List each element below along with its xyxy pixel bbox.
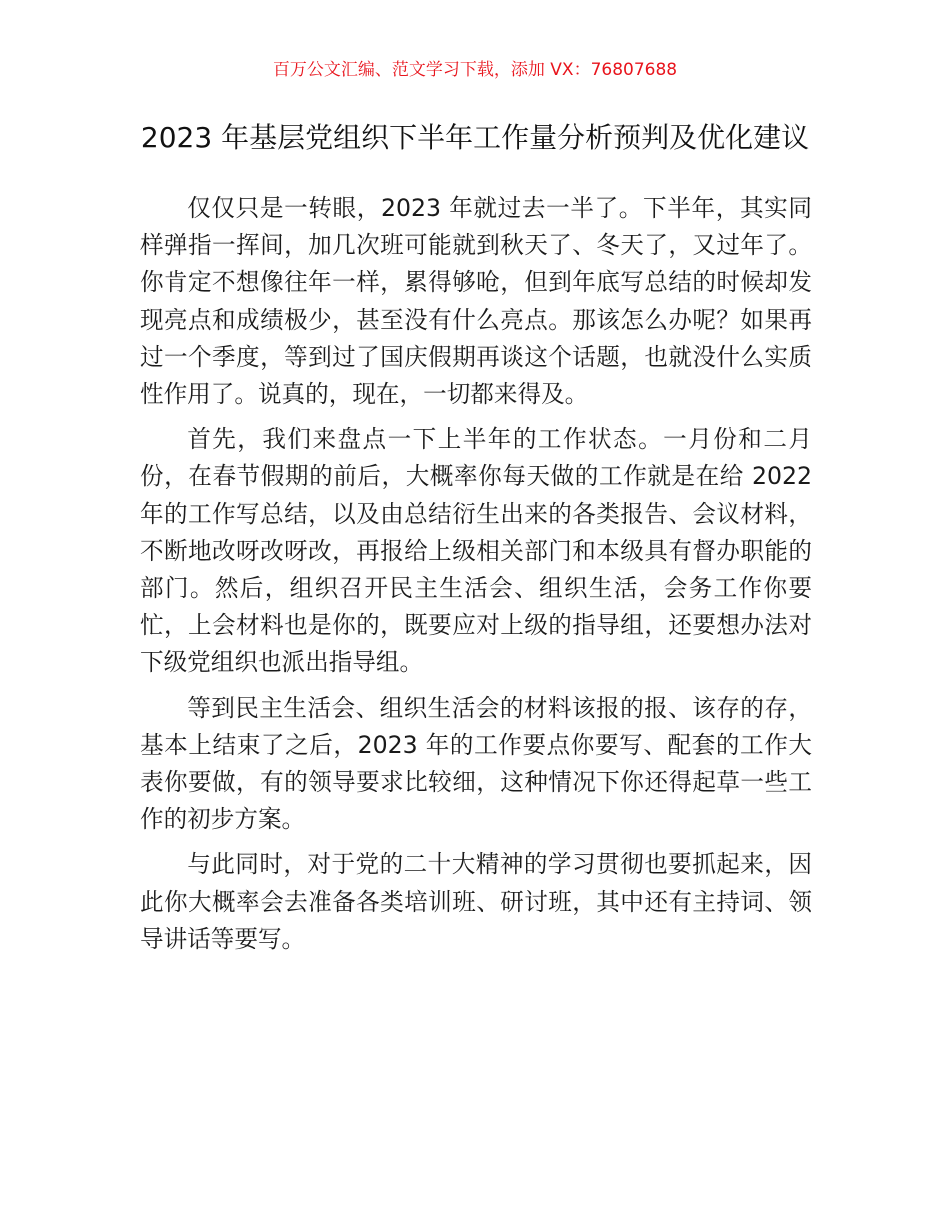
paragraph-intro: 仅仅只是一转眼，2023 年就过去一半了。下半年，其实同样弹指一挥间，加几次班可能就到秋天了、冬天了，又过年了。你肯定不想像往年一样，累得够呛，但到年底写总结的时候却发现亮点和成绩极少，甚至没有什么亮点。那该怎么办呢？如果再过一个季度，等到过了国庆假期再谈这个话题，也就没什么实质性作用了。说真的，现在，一切都来得及。	[140, 194, 812, 409]
paragraph-work-points: 等到民主生活会、组织生活会的材料该报的报、该存的存，基本上结束了之后，2023 年的工作要点你要写、配套的工作大表你要做，有的领导要求比较细，这种情况下你还得起草一些工作的初步方案。	[140, 693, 812, 834]
paragraph-study-training: 与此同时，对于党的二十大精神的学习贯彻也要抓起来，因此你大概率会去准备各类培训班、研讨班，其中还有主持词、领导讲话等要写。	[140, 850, 812, 953]
document-title: 2023 年基层党组织下半年工作量分析预判及优化建议	[140, 121, 810, 154]
watermark-header: 百万公文汇编、范文学习下载，添加 VX：76807688	[272, 60, 678, 80]
paragraph-first-half-review: 首先，我们来盘点一下上半年的工作状态。一月份和二月份，在春节假期的前后，大概率你每天做的工作就是在给 2022 年的工作写总结，以及由总结衍生出来的各类报告、会议材料，不断地改呀改呀改，再报给上级相关部门和本级具有督办职能的部门。然后，组织召开民主生活会、组织生活，会务工作你要忙，上会材料也是你的，既要应对上级的指导组，还要想办法对下级党组织也派出指导组。	[140, 425, 812, 677]
document-body	[140, 190, 812, 966]
